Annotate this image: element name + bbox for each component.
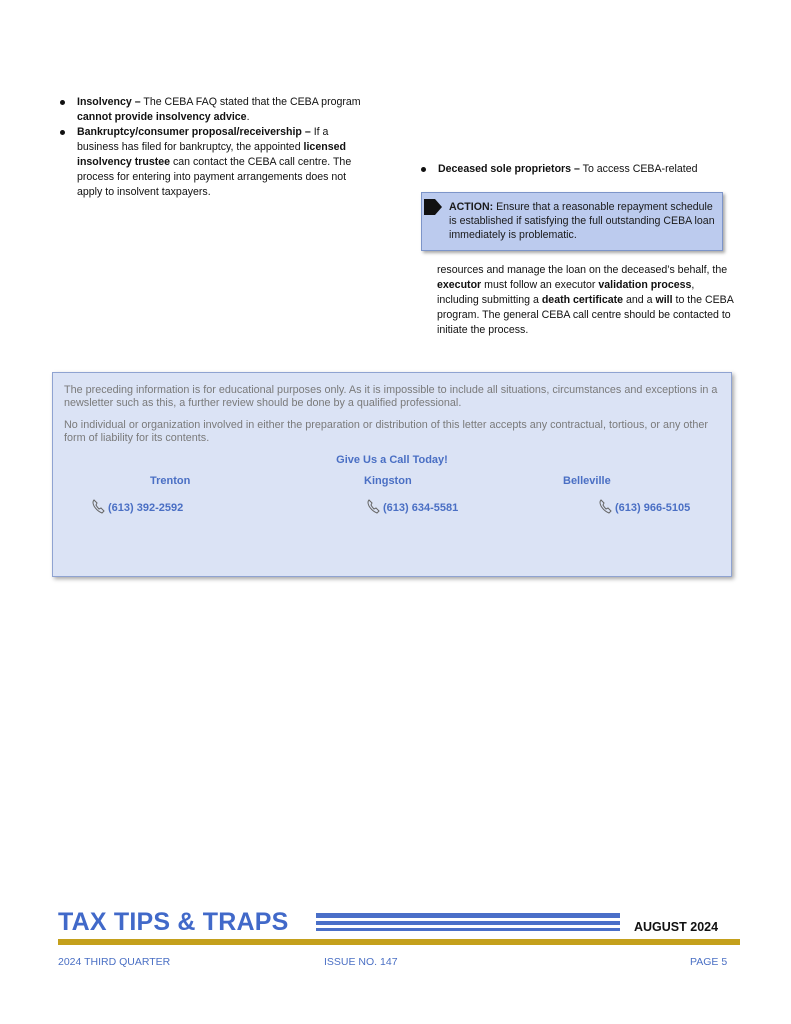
paragraph-bold: executor (437, 279, 482, 291)
bullet-label: Insolvency – (77, 96, 141, 108)
bullet-bold-text: cannot provide insolvency advice (77, 111, 247, 123)
header-stripe (316, 913, 620, 918)
phone-number: (613) 966-5105 (615, 502, 691, 514)
action-body: Ensure that a reasonable repayment schedule is established if satisfying the full outstanding CEBA loan immediately is problematic. (449, 201, 715, 241)
office-city-belleville: Belleville (563, 475, 611, 487)
office-city-trenton: Trenton (150, 475, 191, 487)
phone-number: (613) 392-2592 (108, 502, 184, 514)
left-column (58, 95, 368, 200)
paragraph-text: and a (623, 294, 656, 306)
phone-link-kingston[interactable] (366, 499, 458, 514)
call-title: Give Us a Call Today! (336, 454, 448, 466)
phone-link-belleville[interactable] (598, 499, 690, 514)
bullet-text: To access CEBA-related (579, 163, 698, 175)
footer-quarter: 2024 THIRD QUARTER (58, 956, 171, 968)
header-stripe (316, 921, 620, 925)
issue-date: AUGUST 2024 (634, 920, 719, 934)
office-city-kingston: Kingston (364, 475, 412, 487)
action-box (421, 192, 723, 251)
arrow-pointer-icon (424, 199, 442, 215)
deceased-continuation (437, 263, 737, 338)
disclaimer-paragraph-1: The preceding information is for educational purposes only. As it is impossible to include all situations, circumstances and exceptions in a newsletter such as this, a further review should be done by a qualified professional. (64, 384, 718, 409)
action-label: ACTION: (449, 201, 494, 213)
paragraph-bold: will (655, 294, 673, 306)
disclaimer-box (52, 372, 732, 577)
paragraph-text: to the CEBA program. The general CEBA call centre should be contacted to initiate the process. (437, 294, 734, 336)
paragraph-bold: death certificate (541, 294, 624, 306)
phone-handset-icon (598, 499, 613, 514)
bullet-text: can contact the CEBA call centre. The process for entering into payment arrangements does not apply to insolvent taxpayers. (77, 156, 352, 198)
bullet-label: Deceased sole proprietors – (438, 163, 580, 175)
right-column (419, 162, 719, 177)
newsletter-title: TAX TIPS & TRAPS (58, 908, 289, 936)
bullet-deceased (419, 162, 719, 177)
action-text (449, 200, 717, 242)
bullet-bold-text: licensed insolvency trustee (77, 141, 346, 168)
disclaimer-paragraph-2: No individual or organization involved in either the preparation or distribution of this letter accepts any contractual, tortious, or any other form of liability for its contents. (64, 419, 708, 444)
bullet-text: . (246, 111, 250, 123)
phone-number: (613) 634-5581 (383, 502, 459, 514)
bullet-insolvency (58, 95, 368, 125)
paragraph-bold: validation process (598, 279, 692, 291)
phone-link-trenton[interactable] (91, 499, 183, 514)
bullet-text: If a business has filed for bankruptcy, the appointed (77, 126, 329, 153)
footer-rule (58, 939, 740, 945)
paragraph-text: , including submitting a (437, 279, 695, 306)
bullet-bankruptcy (58, 125, 368, 200)
phone-handset-icon (366, 499, 381, 514)
bullet-text: The CEBA FAQ stated that the CEBA program (140, 96, 361, 108)
bullet-label: Bankruptcy/consumer proposal/receivership – (77, 126, 311, 138)
paragraph-text: resources and manage the loan on the deceased’s behalf, the (437, 264, 728, 276)
header-stripe (316, 928, 620, 931)
phone-handset-icon (91, 499, 106, 514)
footer-issue: ISSUE NO. 147 (324, 956, 398, 968)
footer-page: PAGE 5 (690, 956, 728, 968)
paragraph-text: must follow an executor (481, 279, 599, 291)
